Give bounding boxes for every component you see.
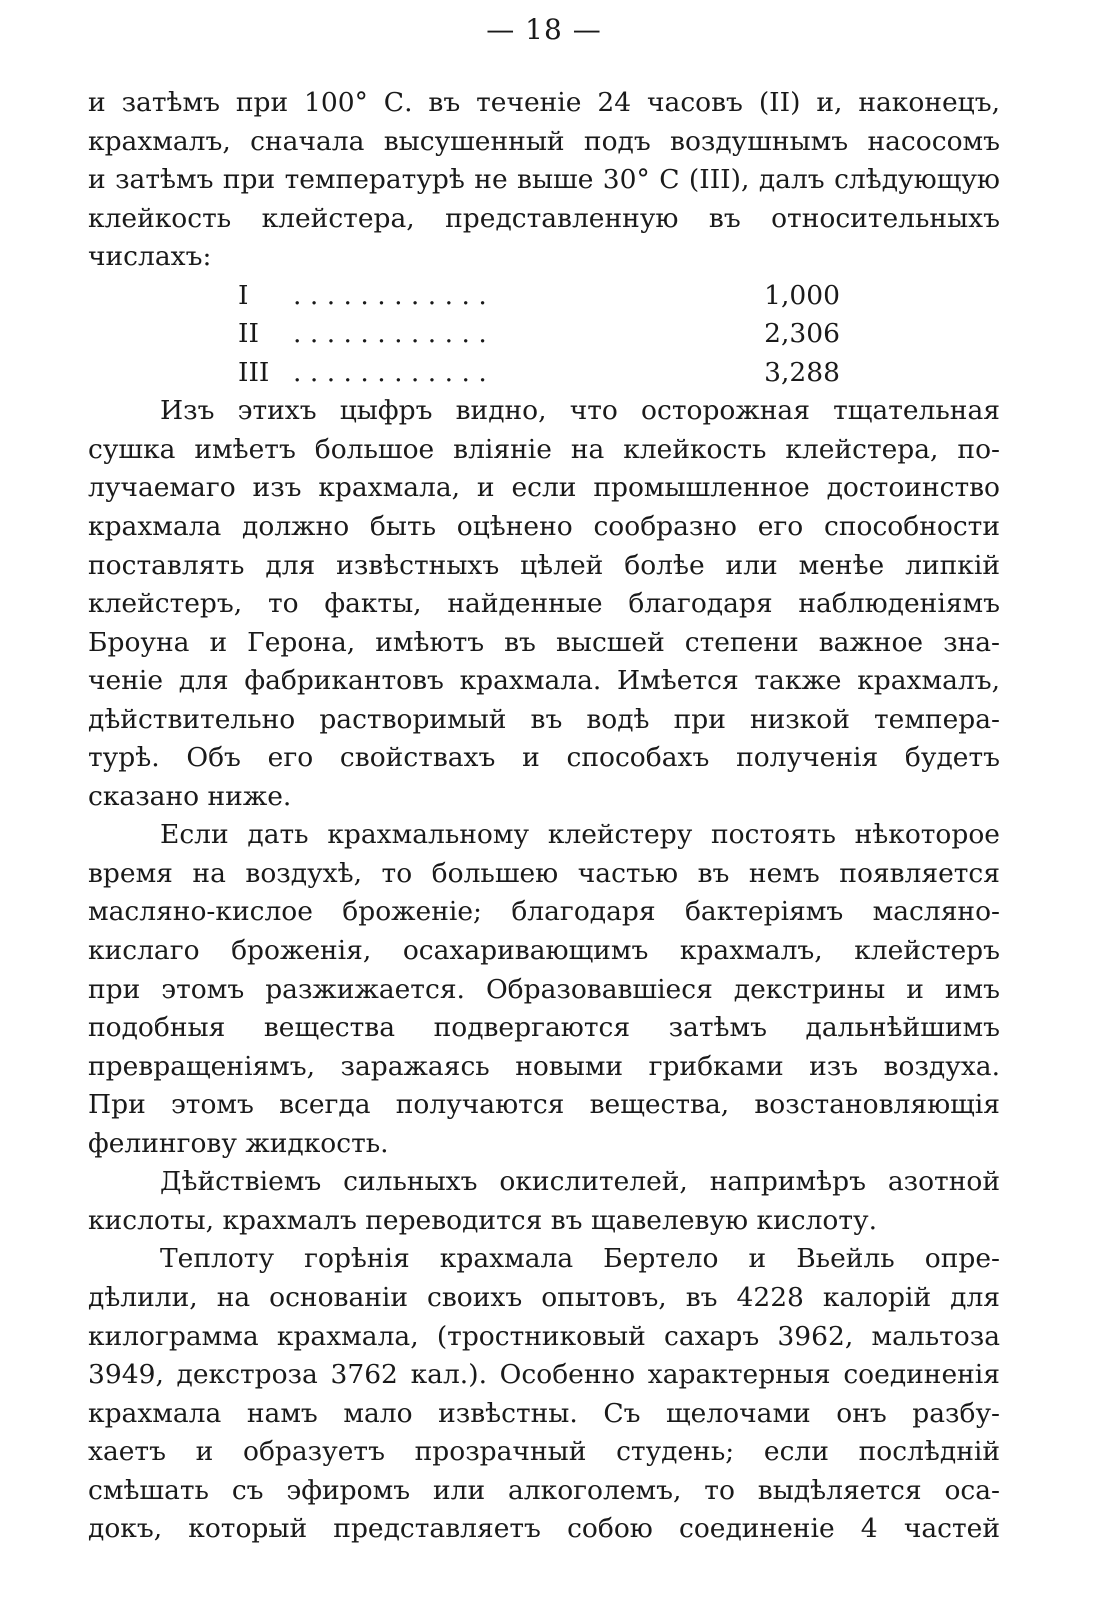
text-line: дѣлили, на основаніи своихъ опытовъ, въ 4228 калорій для: [88, 1281, 1000, 1313]
table-row: [88, 354, 1000, 393]
text-line: При этомъ всегда получаются вещества, возстановляющія: [88, 1089, 1000, 1121]
text-line: турѣ. Объ его свойствахъ и способахъ полученія будетъ: [88, 742, 1000, 774]
table-label: II: [238, 318, 259, 350]
table-value: 1,000: [764, 279, 840, 311]
text-line: крахмала должно быть оцѣнено сообразно его способности: [88, 511, 1000, 543]
table-row: [88, 315, 1000, 354]
text-line: хаетъ и образуетъ прозрачный студень; если послѣдній: [88, 1436, 1000, 1468]
text-line: сказано ниже.: [88, 780, 292, 812]
text-line: 3949, декстроза 3762 кал.). Особенно характерныя соединенія: [88, 1359, 1000, 1391]
text-line: Если дать крахмальному клейстеру постоять нѣкоторое: [160, 819, 1000, 851]
table-row: [88, 277, 1000, 316]
table-value: 3,288: [764, 356, 840, 388]
text-line: дѣйствительно растворимый въ водѣ при низкой темпера-: [88, 703, 1000, 735]
text-line: поставлять для извѣстныхъ цѣлей болѣе или менѣе липкій: [88, 549, 1000, 581]
text-line: Теплоту горѣнія крахмала Бертело и Вьейль опре-: [160, 1243, 1000, 1275]
text-line: кислаго броженія, осахаривающимъ крахмалъ, клейстеръ: [88, 935, 1000, 967]
text-line: килограмма крахмала, (тростниковый сахаръ 3962, мальтоза: [88, 1320, 1000, 1352]
text-line: клейкость клейстера, представленную въ относительныхъ: [88, 202, 1000, 234]
text-line: превращеніямъ, заражаясь новыми грибками изъ воздуха.: [88, 1050, 1000, 1082]
page-number: — 18 —: [486, 13, 602, 46]
text-line: клейстеръ, то факты, найденные благодаря наблюденіямъ: [88, 588, 1000, 620]
table-label: III: [238, 356, 270, 388]
text-line: Изъ этихъ цыфръ видно, что осторожная тщательная: [160, 395, 1000, 427]
table-leader-dots: . . . . . . . . . . . .: [293, 279, 487, 311]
document-page: [88, 0, 1000, 1606]
text-line: и затѣмъ при температурѣ не выше 30° С (III), далъ слѣдующую: [88, 164, 1000, 196]
text-line: и затѣмъ при 100° С. въ теченіе 24 часовъ (II) и, наконецъ,: [88, 87, 1000, 118]
table-leader-dots: . . . . . . . . . . . .: [293, 318, 487, 350]
table-label: I: [238, 279, 249, 311]
body-text: [88, 84, 1000, 1549]
text-line: числахъ:: [88, 241, 212, 273]
text-line: кислоты, крахмалъ переводится въ щавелевую кислоту.: [88, 1204, 878, 1236]
text-line: сушка имѣетъ большое вліяніе на клейкость клейстера, по-: [88, 433, 1000, 465]
text-line: Броуна и Герона, имѣютъ въ высшей степени важное зна-: [88, 626, 1000, 658]
text-line: при этомъ разжижается. Образовавшіеся декстрины и имъ: [88, 973, 1000, 1005]
text-line: смѣшать съ эфиромъ или алкоголемъ, то выдѣляется оса-: [88, 1474, 1000, 1506]
text-line: масляно-кислое броженіе; благодаря бактеріямъ масляно-: [88, 896, 1000, 928]
text-line: фелингову жидкость.: [88, 1127, 389, 1159]
text-line: крахмалъ, сначала высушенный подъ воздушнымъ насосомъ: [88, 125, 1000, 157]
table-leader-dots: . . . . . . . . . . . .: [293, 356, 487, 388]
text-line: подобныя вещества подвергаются затѣмъ дальнѣйшимъ: [88, 1012, 1000, 1044]
text-line: докъ, который представляетъ собою соединеніе 4 частей: [88, 1513, 1000, 1545]
table-value: 2,306: [764, 318, 840, 350]
text-line: Дѣйствіемъ сильныхъ окислителей, напримѣръ азотной: [160, 1166, 1000, 1198]
text-line: время на воздухѣ, то большею частью въ немъ появляется: [88, 857, 1000, 889]
text-line: лучаемаго изъ крахмала, и если промышленное достоинство: [88, 472, 1000, 504]
text-line: крахмала намъ мало извѣстны. Съ щелочами онъ разбу-: [88, 1397, 1000, 1429]
text-line: ченіе для фабрикантовъ крахмала. Имѣется также крахмалъ,: [88, 665, 1000, 697]
